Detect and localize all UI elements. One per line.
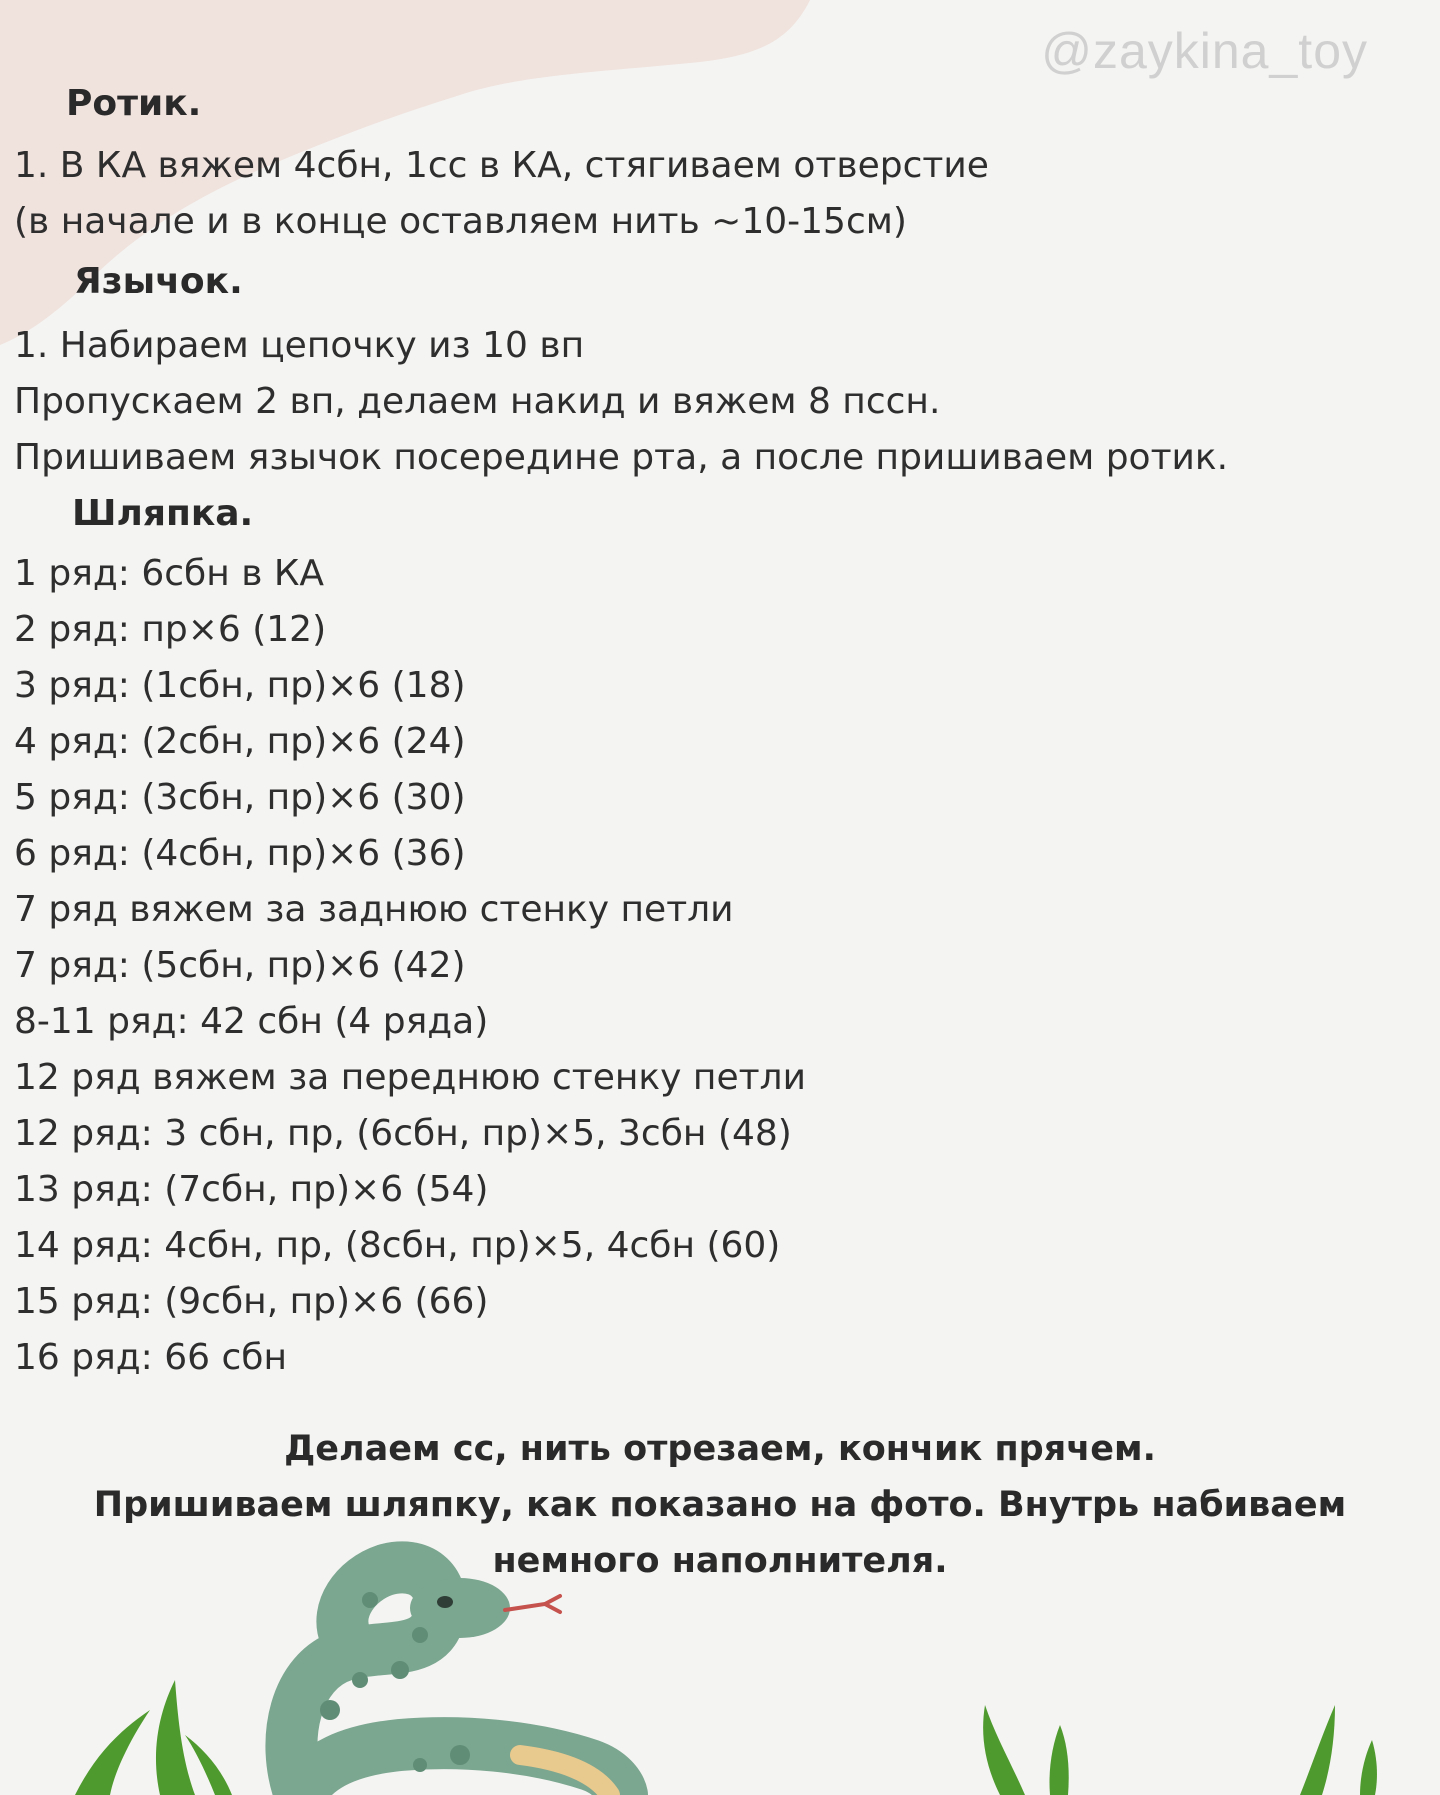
row-line: 16 ряд: 66 сбн [14, 1337, 288, 1378]
text-line: Пропускаем 2 вп, делаем накид и вяжем 8 пссн. [14, 381, 941, 422]
row-line: 13 ряд: (7сбн, пр)×6 (54) [14, 1169, 489, 1210]
section-title-rotik: Ротик. [66, 83, 202, 124]
section-title-yazychok: Язычок. [74, 261, 243, 302]
row-line: 12 ряд вяжем за переднюю стенку петли [14, 1057, 806, 1098]
section-title-shlyapka: Шляпка. [72, 493, 254, 534]
text-line: Пришиваем язычок посередине рта, а после пришиваем ротик. [14, 437, 1229, 478]
row-line: 7 ряд: (5сбн, пр)×6 (42) [14, 945, 466, 986]
row-line: 5 ряд: (3сбн, пр)×6 (30) [14, 777, 466, 818]
row-line: 6 ряд: (4сбн, пр)×6 (36) [14, 833, 466, 874]
row-line: 2 ряд: пр×6 (12) [14, 609, 327, 650]
section-yazychok [14, 254, 1414, 486]
watermark: @zaykina_toy [1041, 23, 1368, 79]
row-line: 1 ряд: 6сбн в КА [14, 553, 325, 594]
row-line: 15 ряд: (9сбн, пр)×6 (66) [14, 1281, 489, 1322]
snake-grass-illustration [0, 1540, 1440, 1795]
row-line: 7 ряд вяжем за заднюю стенку петли [14, 889, 734, 930]
text-line: 1. Набираем цепочку из 10 вп [14, 325, 585, 366]
section-shlyapka [14, 486, 1414, 1386]
footer-line: Делаем сс, нить отрезаем, кончик прячем. [284, 1429, 1156, 1469]
section-rotik [14, 76, 1414, 250]
row-line: 3 ряд: (1сбн, пр)×6 (18) [14, 665, 466, 706]
row-line: 4 ряд: (2сбн, пр)×6 (24) [14, 721, 466, 762]
footer-line: немного наполнителя. [492, 1541, 948, 1581]
row-line: 12 ряд: 3 сбн, пр, (6сбн, пр)×5, 3сбн (48) [14, 1113, 792, 1154]
row-line: 14 ряд: 4сбн, пр, (8сбн, пр)×5, 4сбн (60) [14, 1225, 781, 1266]
snake-icon [291, 1567, 622, 1795]
text-line: 1. В КА вяжем 4сбн, 1сс в КА, стягиваем отверстие [14, 145, 989, 186]
text-line: (в начале и в конце оставляем нить ~10-15см) [14, 201, 907, 242]
row-line: 8-11 ряд: 42 сбн (4 ряда) [14, 1001, 489, 1042]
footer-line: Пришиваем шляпку, как показано на фото. Внутрь набиваем [93, 1485, 1347, 1525]
recipe-content [14, 76, 1414, 1386]
